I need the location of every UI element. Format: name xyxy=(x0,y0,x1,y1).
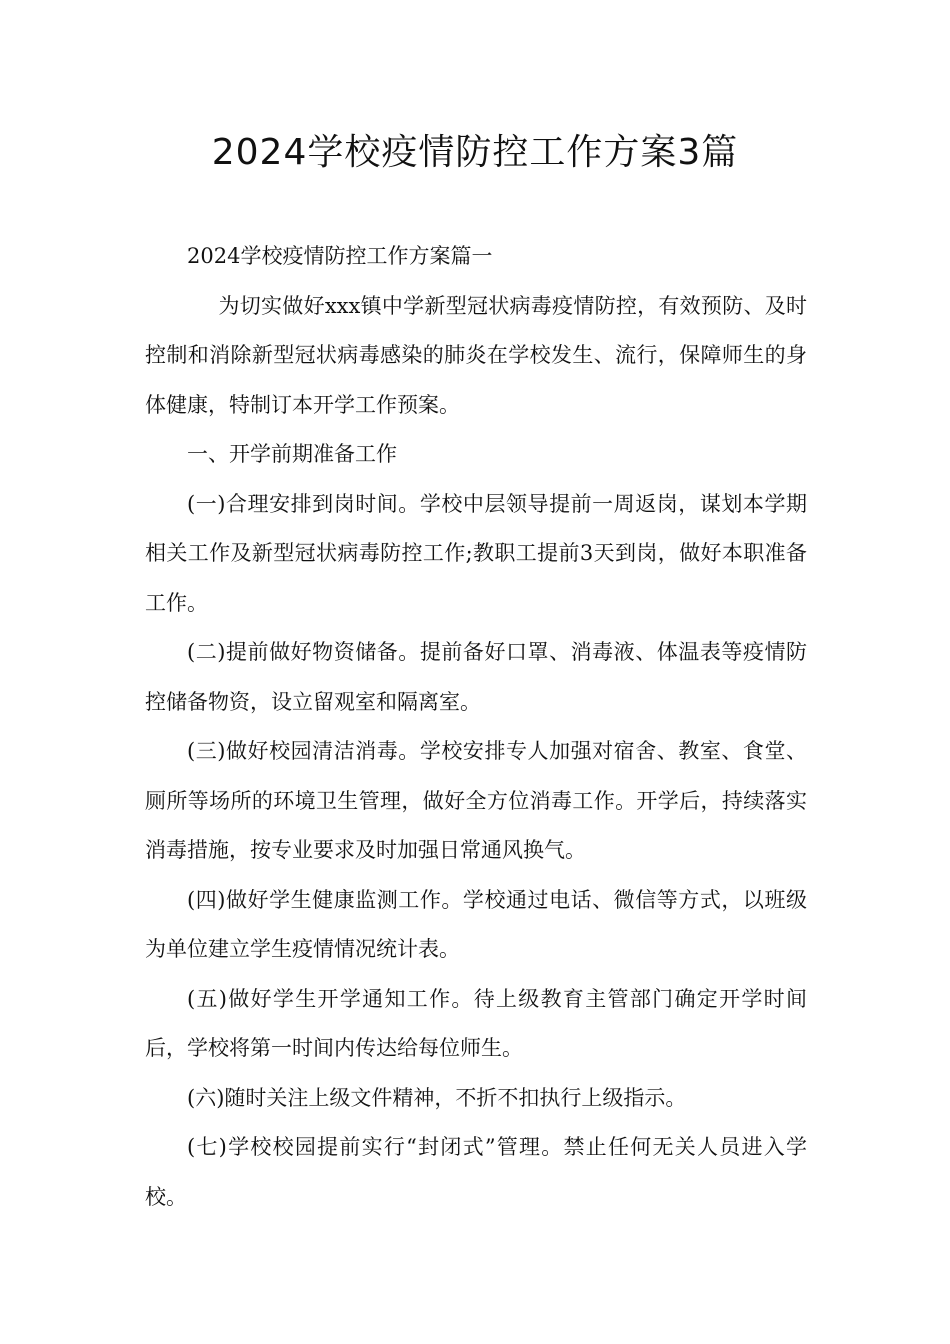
document-body xyxy=(145,232,807,1222)
item-paragraph-2: (二)提前做好物资储备。提前备好口罩、消毒液、体温表等疫情防控储备物资，设立留观室和隔离室。 xyxy=(145,640,807,714)
item-paragraph-4: (四)做好学生健康监测工作。学校通过电话、微信等方式，以班级为单位建立学生疫情情况统计表。 xyxy=(145,887,807,961)
item-paragraph-6: (六)随时关注上级文件精神，不折不扣执行上级指示。 xyxy=(187,1085,687,1110)
section-heading: 一、开学前期准备工作 xyxy=(187,442,397,466)
intro-paragraph: 为切实做好xxx镇中学新型冠状病毒疫情防控，有效预防、及时控制和消除新型冠状病毒感染的肺炎在学校发生、流行，保障师生的身体健康，特制订本开学工作预案。 xyxy=(145,293,807,417)
item-paragraph-1: (一)合理安排到岗时间。学校中层领导提前一周返岗，谋划本学期相关工作及新型冠状病毒防控工作;教职工提前3天到岗，做好本职准备工作。 xyxy=(145,491,807,615)
item-paragraph-3: (三)做好校园清洁消毒。学校安排专人加强对宿舍、教室、食堂、厕所等场所的环境卫生管理，做好全方位消毒工作。开学后，持续落实消毒措施，按专业要求及时加强日常通风换气。 xyxy=(145,739,807,862)
item-paragraph-7: (七)学校校园提前实行“封闭式”管理。禁止任何无关人员进入学校。 xyxy=(145,1135,807,1209)
item-paragraph-5: (五)做好学生开学通知工作。待上级教育主管部门确定开学时间后，学校将第一时间内传达给每位师生。 xyxy=(145,986,807,1060)
document-title: 2024学校疫情防控工作方案3篇 xyxy=(211,132,739,173)
section-subtitle: 2024学校疫情防控工作方案篇一 xyxy=(187,244,493,268)
